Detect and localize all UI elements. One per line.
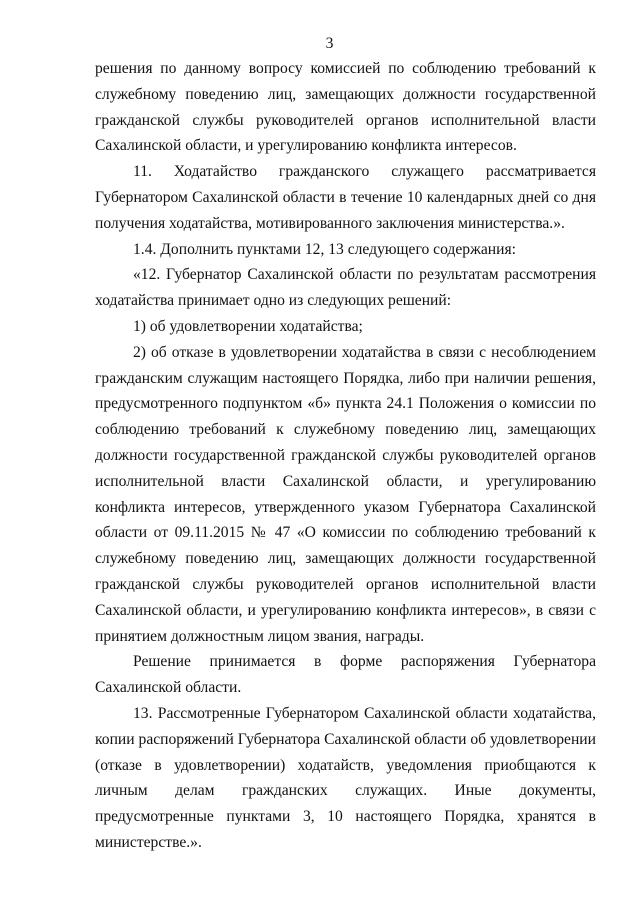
paragraph-item-11: 11. Ходатайство гражданского служащего рассматривается Губернатором Сахалинской области в течение 10 календарных дней со дня получения ходатайства, мотивированного заключения министерства.». [95, 163, 596, 232]
paragraph-subitem-2: 2) об отказе в удовлетворении ходатайства в связи с несоблюдением гражданским служащим настоящего Порядка, либо при наличии решения, предусмотренного подпунктом «б» пункта 24.1 Положения о комиссии по соблюдению требований к служебному поведению лиц, замещающих должности государственной гражданской службы руководителей органов исполнительной власти Сахалинской области, и урегулированию конфликта интересов, утвержденного указом Губернатора Сахалинской области от 09.11.2015 № 47 «О комиссии по соблюдению требований к служебному поведению лиц, замещающих должности государственной гражданской службы руководителей органов исполнительной власти Сахалинской области, и урегулированию конфликта интересов», в связи с принятием должностным лицом звания, награды. [95, 343, 596, 645]
paragraph-item-13: 13. Рассмотренные Губернатором Сахалинской области ходатайства, копии распоряжений Губернатора Сахалинской области об удовлетворении (отказе в удовлетворении) ходатайств, уведомления приобщаются к личным делам гражданских служащих. Иные документы, предусмотренные пунктами 3, 10 настоящего Порядка, хранятся в министерстве.». [95, 704, 596, 851]
paragraph-item-12: «12. Губернатор Сахалинской области по результатам рассмотрения ходатайства принимает одно из следующих решений: [95, 266, 596, 310]
page-number: 3 [325, 35, 334, 52]
document-body [95, 56, 596, 856]
paragraph-subitem-1: 1) об удовлетворении ходатайства; [133, 317, 363, 335]
paragraph-continuation: решения по данному вопросу комиссией по соблюдению требований к служебному поведению лиц, замещающих должности государственной гражданской службы руководителей органов исполнительной власти Сахалинской области, и урегулированию конфликта интересов. [95, 60, 596, 155]
paragraph-item-1-4: 1.4. Дополнить пунктами 12, 13 следующего содержания: [133, 240, 516, 258]
paragraph-decision-form: Решение принимается в форме распоряжения Губернатора Сахалинской области. [95, 653, 596, 697]
